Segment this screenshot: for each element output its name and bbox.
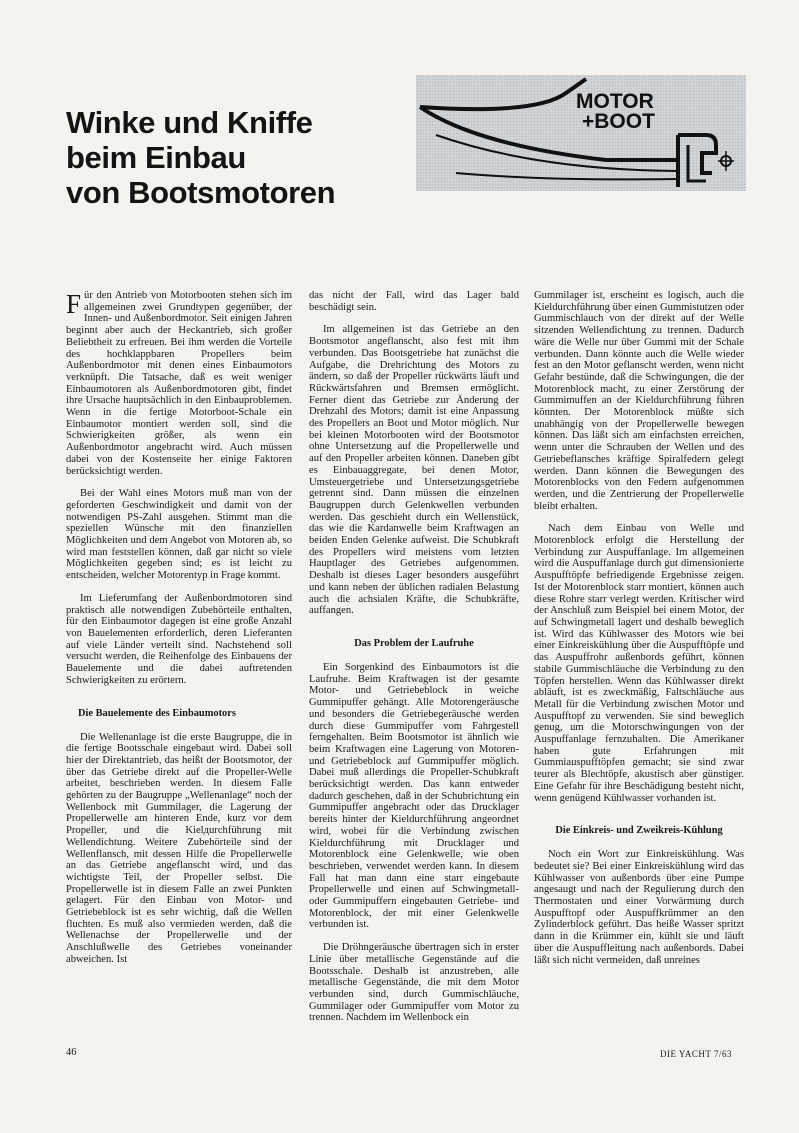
paragraph: Nach dem Einbau von Welle und Motorenblock erfolgt die Herstellung der Verbindung zur Auspuffanlage. Im allgemeinen wird die Auspuffanlage durch gut dimensionierte Auspufftöpfe befriedigende Ergebnisse zeigen. Ist der Motorenblock starr montiert, können auch diese Rohre starr verlegt werden. Kritischer wird der Anschluß zum Beispiel bei einem Motor, der auf Schwingmetall lagert und deshalb beweglich ist. Wird das Kühlwasser des Motors wie bei einer Einkreiskühlung über die Auspufftöpfe und das Auspuffrohr außenbords geführt, können stabile Gummischläuche die Verbindung zu den Töpfen herstellen. Wenn das Kühlwasser direkt abläuft, ist es zweckmäßig, Faltschläuche aus Metall für die Verbindung zwischen Motor und Auspufftopf zu verwenden. Sie sind beweglich genug, um die Motorschwingungen von der Auspuffanlage fernzuhalten. Die Amerikaner haben gute Erfahrungen mit Gummiauspufftöpfen gemacht; sie sind zwar teurer als Blechtöpfe, akustisch aber günstiger. Eine Gefahr für ihre Beschädigung besteht nicht, wenn genügend Kühlwasser vorhanden ist.	[534, 523, 744, 804]
section-heading: Die Bauelemente des Einbaumotors	[78, 707, 236, 719]
paragraph-text: ür den Antrieb von Motorbooten stehen sich im allgemeinen zwei Grundtypen gegenüber, der Innen- und Außenbordmotor. Seit einigen Jahren beginnt aber auch der Heckantrieb, sich großer Beliebtheit zu erfreuen. Bei ihm werden die Vorteile des hochklappbaren Propellers beim Außenbordmotor mit denen eines Einbaumotors verknüpft. Die Tatsache, daß es weit weniger Einbaumotoren als Außenbordmotoren gibt, findet ihre Ursache hauptsächlich in den Einbauproblemen. Wenn in die fertige Motorboot-Schale ein Einbaumotor montiert werden soll, sind die Schwierigkeiten größer, als wenn ein Außenbordmotor angebracht wird. Auch müssen dabei von der Kostenseite her einige Faktoren berücksichtigt werden.	[66, 290, 292, 477]
paragraph: Bei der Wahl eines Motors muß man von der geforderten Geschwindigkeit und damit von der notwendigen PS-Zahl ausgehen. Stimmt man die speziellen Wünsche mit den finanziellen Möglichkeiten und dem Angebot von Motoren ab, so wird man feststellen können, daß gar nicht so viele Möglichkeiten gegeben sind; es ist leicht zu entscheiden, welcher Motorentyp in Frage kommt.	[66, 488, 292, 582]
paragraph: Im allgemeinen ist das Getriebe an den Bootsmotor angeflanscht, also fest mit ihm verbunden. Das Bootsgetriebe hat zunächst die Aufgabe, die Drehrichtung des Motors zu ändern, so daß der Propeller rückwärts läuft und Rückwärtsfahren und Bremsen ermöglicht. Ferner dient das Getriebe zur Änderung der Drehzahl des Motors; damit ist eine Anpassung des Propellers an Boot und Motor möglich. Nur bei kleinen Motorbooten wird der Bootsmotor ohne Untersetzung auf die Propellerwelle und auf den Propeller arbeiten können. Daneben gibt es Einbauaggregate, bei denen Motor, Umsteuergetriebe und Untersetzungsgetriebe getrennt sind. Dann müssen die einzelnen Baugruppen durch Gelenkwellen verbunden werden. Das geschieht durch ein Wellenstück, das wie die Kardanwelle beim Kraftwagen an beiden Enden Gelenke aufweist. Die Schubkraft des Propellers wird meistens vom letzten Hauptlager des Getriebes aufgenommen. Deshalb ist dieses Lager besonders ausgeführt und kann neben der üblichen radialen Belastung auch die achsialen Kräfte, die Schubkräfte, auffangen.	[309, 324, 519, 617]
page-number: 46	[66, 1047, 77, 1058]
text-column-1	[66, 290, 292, 966]
paragraph: Ein Sorgenkind des Einbaumotors ist die Laufruhe. Beim Kraftwagen ist der gesamte Motor- und Getriebeblock in weiche Gummipuffer gehängt. Alle Motorengeräusche und besonders die Getriebegeräusche werden durch diese Gummipuffer vom Fahrgestell ferngehalten. Beim Bootsmotor ist ähnlich wie beim Kraftwagen eine Lagerung von Motoren- und Getriebeblock auf Gummipuffer möglich. Dabei muß allerdings die Propeller-Schubkraft berücksichtigt werden. Das kann entweder dadurch geschehen, daß in der Schubrichtung ein Gummipuffer angebracht oder das Drucklager bereits hinter der Kieldurchführung angeordnet wird, wobei für die Verbindung zwischen Kieldurchführung mit Drucklager und Motorenblock eine Gelenkwelle, wie oben beschrieben, verwendet werden kann. In diesem Fall hat man dann eine starr eingebaute Propellerwelle und einen auf Schwingmetall- oder Gummipuffern eingebauten Getriebe- und Motorenblock, der mit einer Gelenkwelle verbunden ist.	[309, 661, 519, 931]
paragraph: Im Lieferumfang der Außenbordmotoren sind praktisch alle notwendigen Zubehörteile enthalten, für den Einbaumotor dagegen ist eine große Anzahl von Bauelementen erforderlich, deren Lieferanten auf viele Länder verteilt sind. Nachstehend soll versucht werden, die Reihenfolge des Einbauens der Bauelemente und die dabei auftretenden Schwierigkeiten zu erörtern.	[66, 592, 292, 686]
motor-boot-logo	[416, 75, 746, 191]
article-title	[66, 105, 406, 210]
title-line-1: Winke und Kniffe	[66, 105, 313, 140]
section-heading: Die Einkreis- und Zweikreis-Kühlung	[555, 825, 723, 837]
drop-cap: F	[66, 289, 82, 319]
title-line-3: von Bootsmotoren	[66, 175, 336, 210]
logo-line-1: MOTOR	[576, 90, 654, 113]
paragraph: Gummilager ist, erscheint es logisch, auch die Kieldurchführung über einen Gummistutzen oder Gummischlauch von der direkt auf der Welle sitzenden Wellendichtung zu trennen. Dadurch wäre die Welle nur über Gummi mit der Schale verbunden. Dann könnte auch die Welle wieder fest an den Motor geflanscht werden, wenn nicht Gefahr bestünde, daß die Schwingungen, die der Motorenblock macht, zu einer Zerstörung der Gummimuffen an der Kieldurchführung führen könnten. Der Motorenblock müßte sich unabhängig von der Propellerwelle bewegen können. Das läßt sich am einfachsten erreichen, wenn unter die Schrauben der Wellen und des Getriebeflansches kräftige Spiralfedern gelegt werden. Dann können die Bewegungen des Motorenblocks von den Federn aufgenommen werden, und die Zentrierung der Propellerwelle bleibt erhalten.	[534, 290, 744, 512]
boat-hull-illustration	[416, 75, 746, 191]
paragraph: Die Wellenanlage ist die erste Baugruppe, die in die fertige Bootsschale eingebaut wird. Dabei soll hier der Direktantrieb, das heißt der Bootsmotor, der über das Getriebe direkt auf die Propeller-Welle arbeitet, beschrieben werden. In diesem Falle gehörten zu der Baugruppe „Wellenanlage“ noch der Wellenbock mit Gummilager, die Lagerung der Propellerwelle am hinteren Ende, kurz vor dem Propeller, und die Kielдurchführung mit Wellendichtung. Weitere Zubehörteile sind der Wellenflansch, mit dessen Hilfe die Propellerwelle an das Getriebe angeflanscht wird, und das wichtigste Teil, der Propeller selbst. Die Propellerwelle ist in diesem Falle an zwei Punkten gelagert. Für den Einbau von Motor- und Getriebeblock ist es sehr wichtig, daß die Wellen fluchten. Es muß also vermieden werden, daß die Wellenachse der Propellerwelle und der Anschlußwelle des Getriebes voneinander abweichen. Ist	[66, 731, 292, 965]
title-line-2: beim Einbau	[66, 140, 246, 175]
paragraph: das nicht der Fall, wird das Lager bald beschädigt sein.	[309, 290, 519, 313]
text-column-2	[309, 290, 519, 1024]
journal-issue: DIE YACHT 7/63	[660, 1049, 732, 1059]
paragraph: Noch ein Wort zur Einkreiskühlung. Was bedeutet sie? Bei einer Einkreiskühlung wird das Kühlwasser von außenbords über eine Pumpe angesaugt und nach der Regulierung durch den Thermostaten und einer Vorwärmung durch Auspufftopf oder Auspuffkrümmer an den Zylinderblock geführt. Das heiße Wasser spritzt dann in die Krümmer ein, kühlt sie und läuft über die Auspuffleitung nach außenbords. Dabei läßt sich nicht vermeiden, daß unreines	[534, 849, 744, 966]
section-heading: Das Problem der Laufruhe	[354, 637, 474, 649]
logo-line-2: +BOOT	[582, 110, 655, 133]
text-column-3	[534, 290, 744, 966]
paragraph: Die Dröhngeräusche übertragen sich in erster Linie über metallische Gegenstände auf die Bootsschale. Deshalb ist anzustreben, alle metallische Gegenstände, die mit dem Motor verbunden sind, durch Gummischläuche, Gummilager oder Gummipuffer vom Motor zu trennen. Nachdem im Wellenbock ein	[309, 942, 519, 1024]
paragraph	[66, 290, 292, 477]
